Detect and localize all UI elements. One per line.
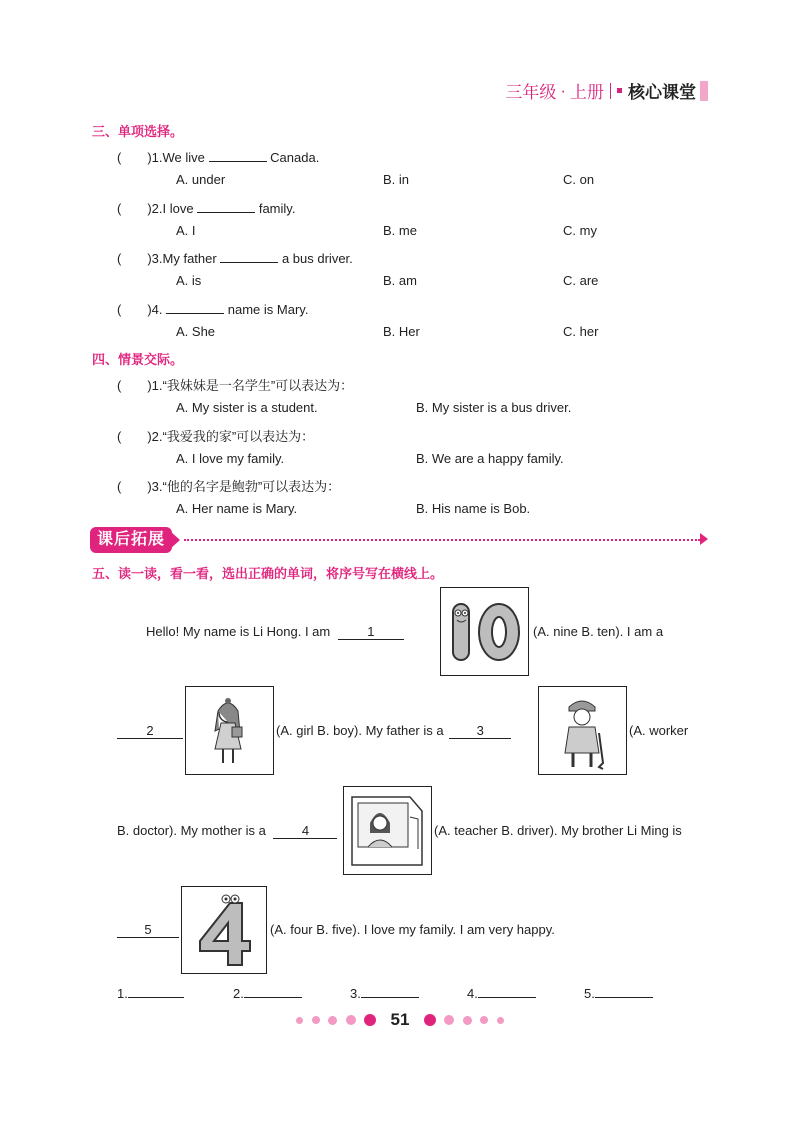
question-num: 4.: [151, 302, 163, 317]
answer-blank-5[interactable]: 5: [117, 922, 179, 938]
answer-blank-1[interactable]: 1: [338, 624, 404, 640]
question-text: 2.“我爱我的家”可以表达为：: [151, 429, 315, 444]
s4-q3-option-a: A. Her name is Mary.: [176, 501, 298, 516]
answer-line: [128, 997, 184, 998]
series-label: 核心课堂: [628, 83, 696, 102]
answer-slot-3[interactable]: [350, 986, 419, 1001]
footer-dot-icon: [444, 1015, 454, 1025]
number-10-picture: [440, 587, 529, 676]
question-pre: My father: [162, 251, 217, 266]
question-blank: [197, 212, 255, 213]
s3-question-1: [117, 147, 319, 166]
story-line-2: [276, 723, 511, 739]
header-divider: [610, 83, 611, 99]
driver-picture: [343, 786, 432, 875]
story-line-2-blank: [117, 723, 183, 739]
girl-icon: [186, 687, 273, 774]
answer-paren[interactable]: ( ): [117, 150, 152, 165]
question-post: a bus driver.: [281, 251, 353, 266]
question-text: 1.“我妹妹是一名学生”可以表达为：: [151, 378, 354, 393]
question-blank: [166, 313, 224, 314]
girl-picture: [185, 686, 274, 775]
worker-icon: [539, 687, 626, 774]
answer-line: [244, 997, 302, 998]
question-blank: [209, 161, 267, 162]
answer-number: 5.: [584, 986, 595, 1001]
s3-q2-option-c: C. my: [563, 223, 597, 238]
s3-q1-option-b: B. in: [383, 172, 410, 187]
s4-question-1: [117, 375, 353, 394]
answer-blank-3[interactable]: 3: [449, 723, 511, 739]
answer-slot-5[interactable]: [584, 986, 653, 1001]
answer-number: 3.: [350, 986, 361, 1001]
grade-label: 三年级: [505, 83, 557, 102]
header-square-icon: [617, 88, 622, 93]
story-line-3-options: (A. teacher B. driver). My brother Li Ming is: [434, 823, 682, 838]
question-num: 1.: [151, 150, 163, 165]
answer-paren[interactable]: ( ): [117, 201, 152, 216]
story-text: B. doctor). My mother is a: [117, 823, 266, 838]
question-num: 3.: [151, 251, 163, 266]
answer-number: 4.: [467, 986, 478, 1001]
s3-q1-option-c: C. on: [563, 172, 595, 187]
answer-slot-1[interactable]: [117, 986, 184, 1001]
question-pre: We live: [162, 150, 205, 165]
banner-label: 课后拓展: [90, 527, 172, 553]
question-post: Canada.: [270, 150, 320, 165]
question-blank: [220, 262, 278, 263]
s4-q2-option-a: A. I love my family.: [176, 451, 285, 466]
section4-title: 四、情景交际。: [92, 352, 184, 367]
s3-q4-option-c: C. her: [563, 324, 599, 339]
question-num: 2.: [151, 201, 163, 216]
answer-number: 2.: [233, 986, 244, 1001]
story-line-3: [117, 823, 337, 839]
s3-q3-option-c: C. are: [563, 273, 599, 288]
section-banner: [90, 527, 180, 553]
number-4-picture: [181, 886, 267, 974]
number-4-icon: [182, 887, 266, 973]
header-end-bar: [700, 81, 708, 101]
section3-title: 三、单项选择。: [92, 124, 184, 139]
header-dot: ·: [560, 80, 566, 100]
footer-dot-icon: [296, 1017, 303, 1024]
s4-question-3: [117, 476, 340, 495]
footer-dot-icon: [328, 1016, 337, 1025]
question-post: name is Mary.: [227, 302, 309, 317]
s3-question-2: [117, 198, 295, 217]
story-text: (A. girl B. boy). My father is a: [276, 723, 444, 738]
page-footer: [0, 1010, 800, 1030]
s4-q1-option-a: A. My sister is a student.: [176, 400, 318, 415]
footer-dot-icon: [497, 1017, 504, 1024]
banner-line-arrow-icon: [700, 533, 708, 545]
answer-paren[interactable]: ( ): [117, 378, 152, 393]
answer-line: [478, 997, 536, 998]
s3-q3-option-a: A. is: [176, 273, 202, 288]
s3-q4-option-a: A. She: [176, 324, 216, 339]
answer-line: [361, 997, 419, 998]
question-pre: I love: [162, 201, 194, 216]
story-line-4-blank: [117, 922, 179, 938]
s3-q2-option-b: B. me: [383, 223, 417, 238]
answer-blank-4[interactable]: 4: [273, 823, 337, 839]
footer-dot-icon: [480, 1016, 488, 1024]
answer-slot-2[interactable]: [233, 986, 302, 1001]
s4-question-2: [117, 426, 314, 445]
banner-dotted-line: [184, 539, 700, 541]
footer-dot-icon: [346, 1015, 356, 1025]
story-line-1-options: (A. nine B. ten). I am a: [533, 624, 664, 639]
s3-q1-option-a: A. under: [176, 172, 226, 187]
s3-q3-option-b: B. am: [383, 273, 417, 288]
s3-q4-option-b: B. Her: [383, 324, 420, 339]
story-text: Hello! My name is Li Hong. I am: [146, 624, 331, 639]
s3-q2-option-a: A. I: [176, 223, 196, 238]
page-header: [505, 78, 708, 103]
answer-number: 1.: [117, 986, 128, 1001]
section5-title: 五、读一读，看一看，选出正确的单词，将序号写在横线上。: [92, 566, 444, 581]
answer-paren[interactable]: ( ): [117, 429, 152, 444]
worker-picture: [538, 686, 627, 775]
story-line-2-options: (A. worker: [629, 723, 689, 738]
answer-slot-4[interactable]: [467, 986, 536, 1001]
number-10-icon: [441, 588, 528, 675]
banner-arrow: [170, 531, 180, 549]
answer-paren[interactable]: ( ): [117, 302, 152, 317]
s4-q3-option-b: B. His name is Bob.: [416, 501, 531, 516]
question-post: family.: [258, 201, 296, 216]
s3-question-4: [117, 299, 308, 318]
footer-dot-icon: [463, 1016, 472, 1025]
page-number: 51: [390, 1010, 410, 1029]
term-label: 上册: [570, 83, 604, 102]
s4-q1-option-b: B. My sister is a bus driver.: [416, 400, 572, 415]
footer-dot-icon: [364, 1014, 376, 1026]
s3-question-3: [117, 248, 353, 267]
question-text: 3.“他的名字是鲍勃”可以表达为：: [151, 479, 341, 494]
answer-paren[interactable]: ( ): [117, 251, 152, 266]
driver-icon: [344, 787, 431, 874]
footer-dot-icon: [424, 1014, 436, 1026]
answer-paren[interactable]: ( ): [117, 479, 152, 494]
s4-q2-option-b: B. We are a happy family.: [416, 451, 564, 466]
story-line-1: [146, 624, 404, 640]
answer-blank-2[interactable]: 2: [117, 723, 183, 739]
answer-line: [595, 997, 653, 998]
story-line-4-options: (A. four B. five). I love my family. I am very happy.: [270, 922, 555, 937]
footer-dot-icon: [312, 1016, 320, 1024]
